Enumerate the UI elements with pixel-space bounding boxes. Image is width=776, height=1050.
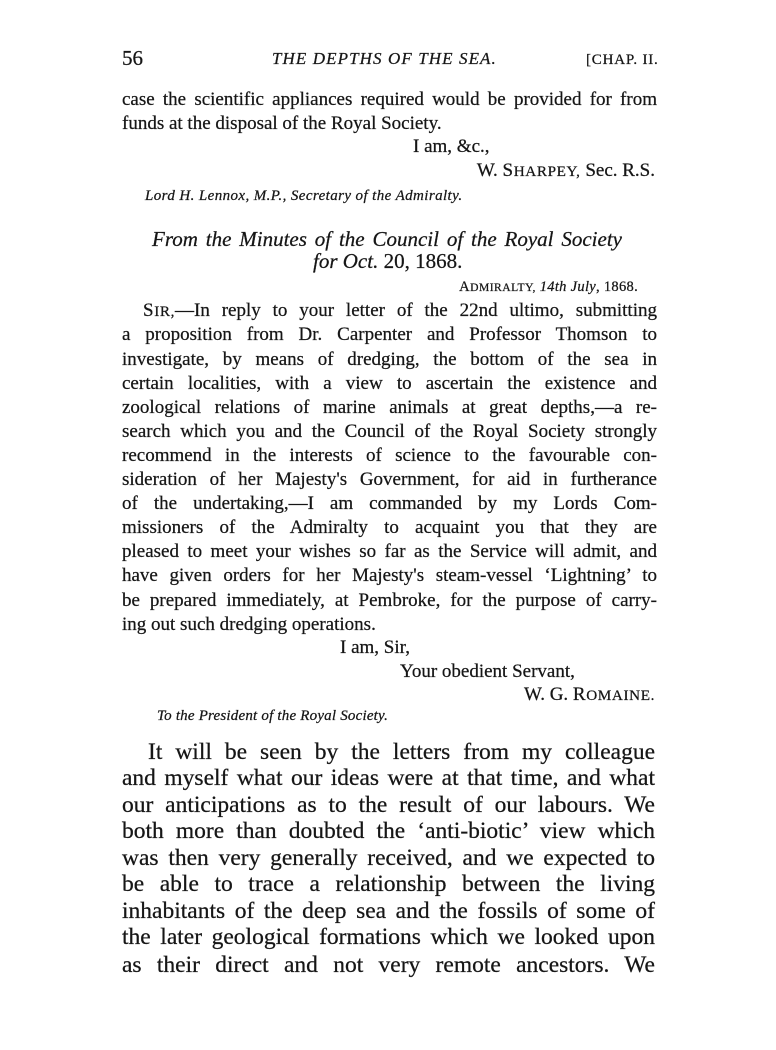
narrative-line: the later geological formations which we looked upon	[122, 924, 655, 950]
body-line	[143, 299, 657, 323]
body-line: missioners of the Admiralty to acquaint you that they are	[122, 517, 657, 538]
signature	[450, 683, 655, 708]
letter-text-line: case the scientific appliances required would be provided for from	[122, 89, 657, 110]
minutes-date	[313, 249, 462, 273]
letter-text-line: funds at the disposal of the Royal Society.	[122, 113, 442, 134]
narrative-line: It will be seen by the letters from my colleague	[148, 739, 655, 765]
narrative-line: was then very generally received, and we expected to	[122, 845, 655, 871]
narrative-line: both more than doubted the ‘anti-biotic’ view which	[122, 818, 655, 844]
addressee-line: To the President of the Royal Society.	[157, 708, 389, 724]
body-line: zoological relations of marine animals at great depths,—a re-	[122, 397, 657, 418]
minutes-date-value: 20, 1868.	[383, 249, 463, 273]
body-line-text: —In reply to your letter of the 22nd ultimo, submitting	[175, 300, 657, 321]
page-number: 56	[122, 46, 143, 70]
body-line: sideration of her Majesty's Government, for aid in furtherance	[122, 469, 657, 490]
chapter-label: [CHAP. II.	[586, 52, 659, 68]
body-line: search which you and the Council of the Royal Society strongly	[122, 421, 657, 442]
salutation: SIR,	[143, 300, 175, 321]
signature-initial: W.	[476, 160, 498, 181]
letter-closing: I am, Sir,	[340, 637, 410, 658]
dateline-day: 14th July	[539, 279, 597, 295]
body-line: of the undertaking,—I am commanded by my Lords Com-	[122, 493, 657, 514]
signature-initials: W. G.	[524, 684, 569, 705]
body-line: pleased to meet your wishes so far as the Service will admit, and	[122, 541, 657, 562]
dateline-year: , 1868.	[596, 279, 638, 295]
dateline-place: ADMIRALTY,	[459, 279, 536, 295]
narrative-line: our anticipations as to the result of our labours. We	[122, 792, 655, 818]
body-line: be prepared immediately, at Pembroke, for the purpose of carry-	[122, 590, 657, 611]
signature	[400, 159, 655, 184]
narrative-line: be able to trace a relationship between the living	[122, 871, 655, 897]
body-line: investigate, by means of dredging, the bottom of the sea in	[122, 349, 657, 370]
narrative-line: inhabitants of the deep sea and the fossils of some of	[122, 898, 655, 924]
running-title: THE DEPTHS OF THE SEA.	[272, 49, 497, 68]
addressee-line: Lord H. Lennox, M.P., Secretary of the Admiralty.	[145, 188, 463, 204]
body-line: a proposition from Dr. Carpenter and Professor Thomson to	[122, 324, 657, 345]
body-line: certain localities, with a view to ascertain the existence and	[122, 373, 657, 394]
valediction: Your obedient Servant,	[400, 661, 575, 682]
body-line: have given orders for her Majesty's steam-vessel ‘Lightning’ to	[122, 565, 657, 586]
signature-surname: SHARPEY,	[502, 160, 581, 181]
signature-credentials: Sec. R.S.	[585, 160, 655, 181]
dateline	[380, 278, 638, 297]
minutes-heading: From the Minutes of the Council of the Royal Society	[152, 227, 622, 251]
body-line: recommend in the interests of science to the favourable con-	[122, 445, 657, 466]
body-line: ing out such dredging operations.	[122, 614, 376, 635]
narrative-line: and myself what our ideas were at that time, and what	[122, 765, 655, 791]
minutes-date-prefix: for Oct.	[313, 249, 379, 273]
signature-surname: ROMAINE.	[572, 684, 655, 705]
narrative-line: as their direct and not very remote ancestors. We	[122, 952, 655, 978]
letter-closing: I am, &c.,	[413, 136, 490, 157]
